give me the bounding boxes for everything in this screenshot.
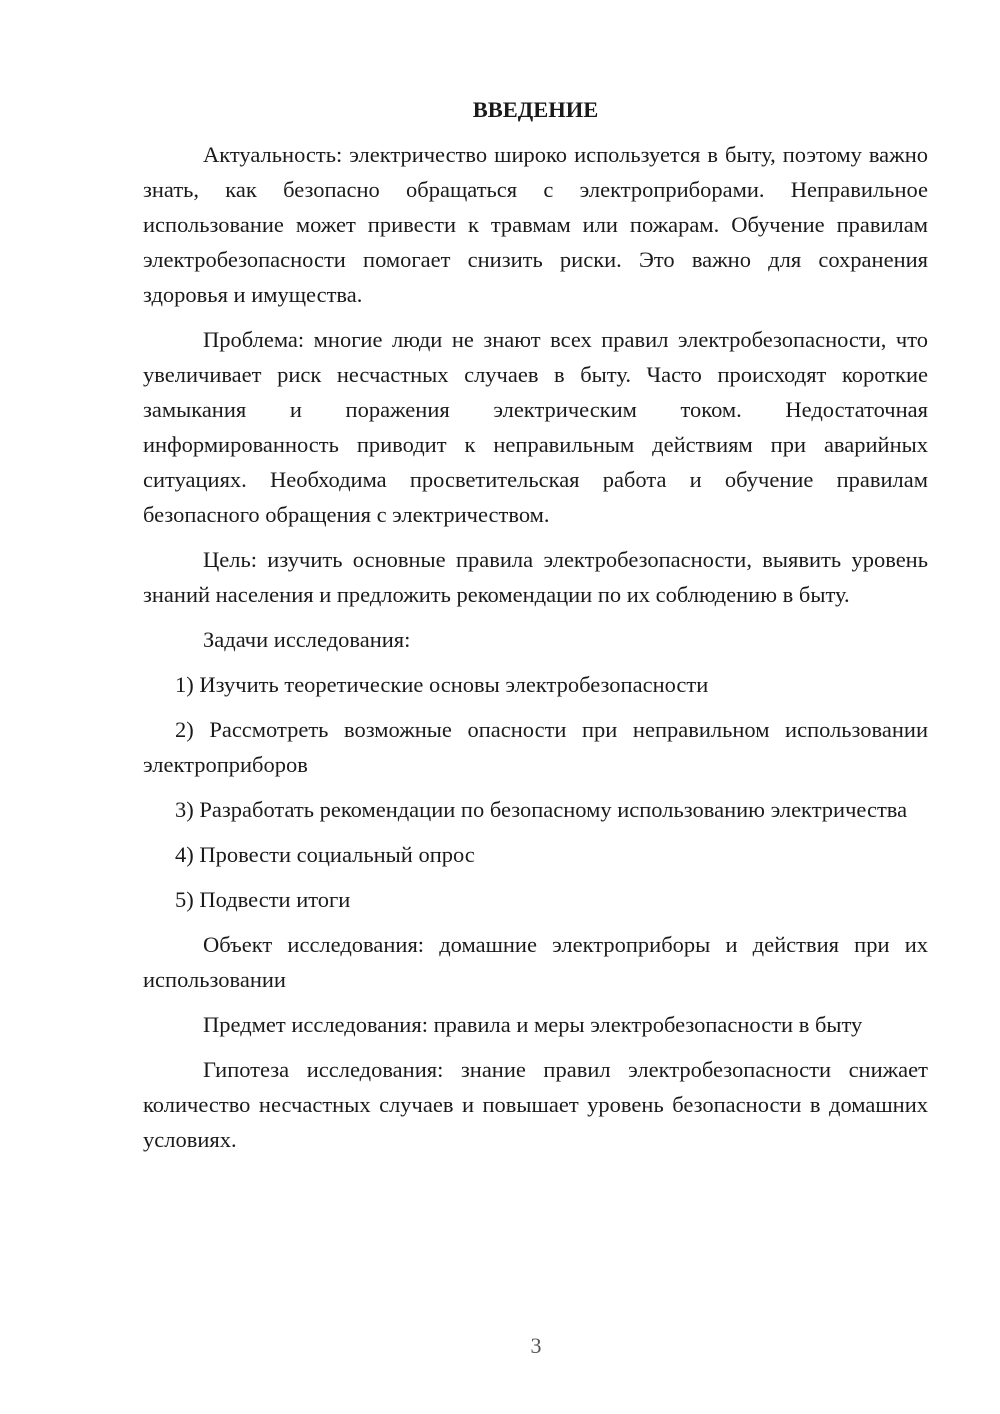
task-item-5: 5) Подвести итоги xyxy=(175,887,351,912)
paragraph-hypothesis: Гипотеза исследования: знание правил электробезопасности снижает количество несчастных случаев и повышает уровень безопасности в домашних условиях. xyxy=(143,1057,928,1152)
document-page xyxy=(143,92,928,1167)
paragraph-tasks-heading: Задачи исследования: xyxy=(203,627,411,652)
task-item-3: 3) Разработать рекомендации по безопасному использованию электричества xyxy=(175,797,908,822)
task-item-2: 2) Рассмотреть возможные опасности при неправильном использовании электроприборов xyxy=(143,717,928,777)
paragraph-relevance: Актуальность: электричество широко используется в быту, поэтому важно знать, как безопасно обращаться с электроприборами. Неправильное использование может привести к травмам или пожарам. Обучение правилам электробезопасности помогает снизить риски. Это важно для сохранения здоровья и имущества. xyxy=(143,142,928,307)
paragraph-goal: Цель: изучить основные правила электробезопасности, выявить уровень знаний населения и предложить рекомендации по их соблюдению в быту. xyxy=(143,547,928,607)
task-item-1: 1) Изучить теоретические основы электробезопасности xyxy=(175,672,709,697)
page-number: 3 xyxy=(530,1333,542,1358)
paragraph-subject: Предмет исследования: правила и меры электробезопасности в быту xyxy=(203,1012,863,1037)
page-title: ВВЕДЕНИЕ xyxy=(472,97,599,122)
task-item-4: 4) Провести социальный опрос xyxy=(175,842,475,867)
paragraph-object: Объект исследования: домашние электроприборы и действия при их использовании xyxy=(143,932,928,992)
paragraph-problem: Проблема: многие люди не знают всех правил электробезопасности, что увеличивает риск несчастных случаев в быту. Часто происходят короткие замыкания и поражения электрическим током. Недостаточная информированность приводит к неправильным действиям при аварийных ситуациях. Необходима просветительская работа и обучение правилам безопасного обращения с электричеством. xyxy=(143,327,928,527)
